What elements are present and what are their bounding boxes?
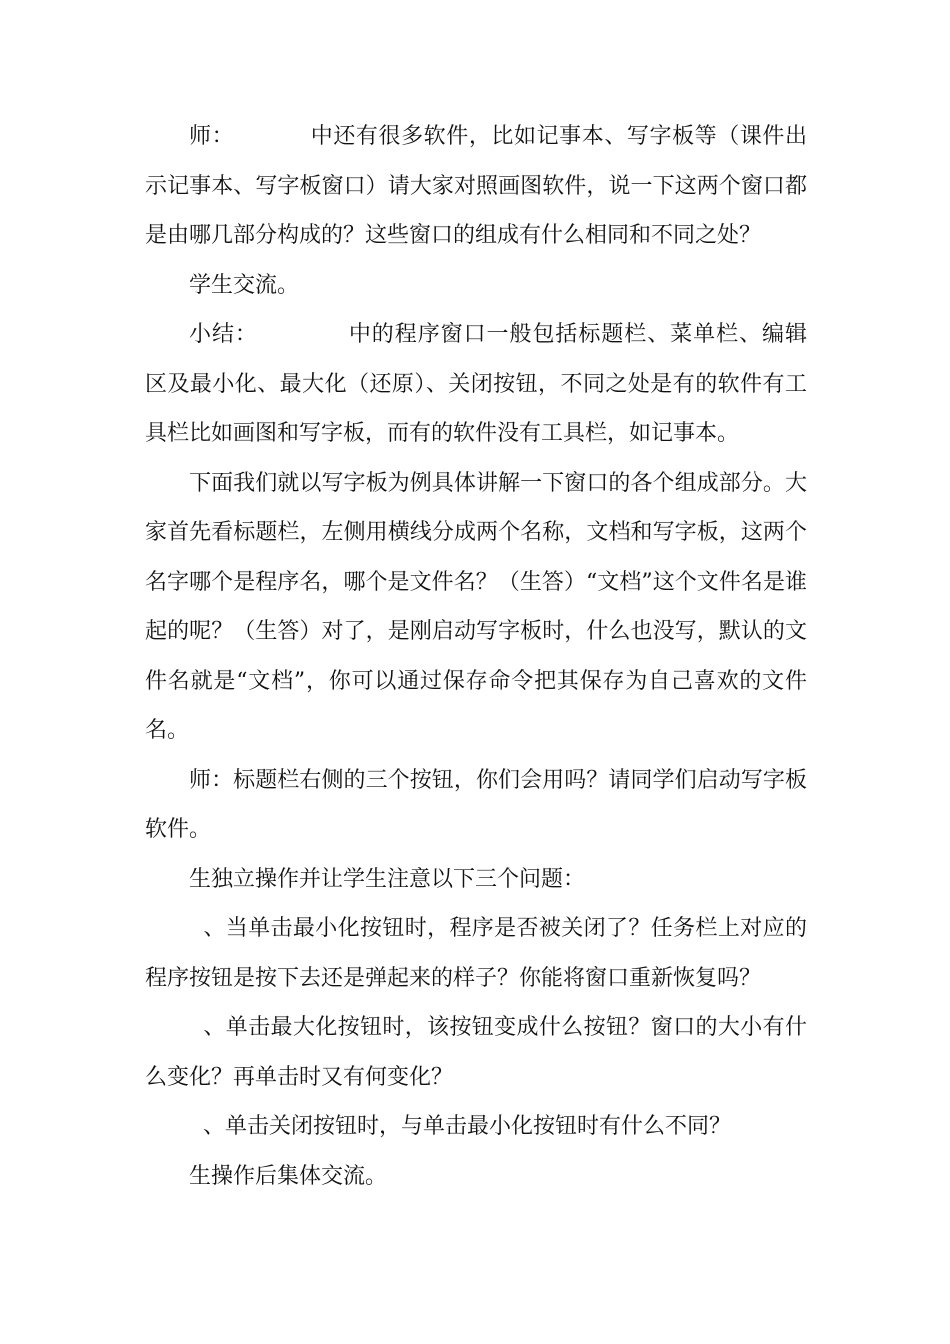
speaker-label: 师：	[189, 124, 235, 149]
paragraph-teacher-buttons	[145, 756, 807, 855]
paragraph-text: 中还有很多软件，比如记事本、写字板等（课件出示记事本、写字板窗口）请大家对照画图软件，说一下这两个窗口都是由哪几部分构成的？这些窗口的组成有什么相同和不同之处？	[145, 124, 807, 248]
paragraph-group-exchange	[145, 1152, 807, 1202]
paragraph-student-exchange	[145, 261, 807, 311]
paragraph-text: 师：标题栏右侧的三个按钮，你们会用吗？请同学们启动写字板软件。	[145, 767, 807, 842]
paragraph-text: 、当单击最小化按钮时，程序是否被关闭了？任务栏上对应的程序按钮是按下去还是弹起来的样子？你能将窗口重新恢复吗？	[145, 916, 807, 991]
paragraph-text: 生独立操作并让学生注意以下三个问题：	[189, 866, 586, 892]
paragraph-text: 生操作后集体交流。	[189, 1163, 388, 1189]
question-item-minimize	[145, 904, 807, 1003]
paragraph-text: 中的程序窗口一般包括标题栏、菜单栏、编辑区及最小化、最大化（还原）、关闭按钮，不同之处是有的软件有工具栏比如画图和写字板，而有的软件没有工具栏，如记事本。	[145, 322, 807, 446]
summary-label: 小结：	[189, 322, 258, 347]
question-item-maximize	[145, 1003, 807, 1102]
document-body	[145, 112, 807, 1201]
paragraph-text: 下面我们就以写字板为例具体讲解一下窗口的各个组成部分。大家首先看标题栏，左侧用横线分成两个名称，文档和写字板，这两个名字哪个是程序名，哪个是文件名？（生答）“文档”这个文件名是谁起的呢？（生答）对了，是刚启动写字板时，什么也没写，默认的文件名就是“文档”，你可以通过保存命令把其保存为自己喜欢的文件名。	[145, 470, 807, 743]
paragraph-text: 、单击最大化按钮时，该按钮变成什么按钮？窗口的大小有什么变化？再单击时又有何变化？	[145, 1015, 807, 1090]
paragraph-teacher-question	[145, 112, 807, 261]
paragraph-title-bar-explanation	[145, 459, 807, 756]
paragraph-student-operation	[145, 855, 807, 905]
paragraph-summary	[145, 310, 807, 459]
question-item-close	[145, 1102, 807, 1152]
paragraph-text: 学生交流。	[189, 272, 300, 298]
paragraph-text: 、单击关闭按钮时，与单击最小化按钮时有什么不同？	[203, 1114, 732, 1139]
